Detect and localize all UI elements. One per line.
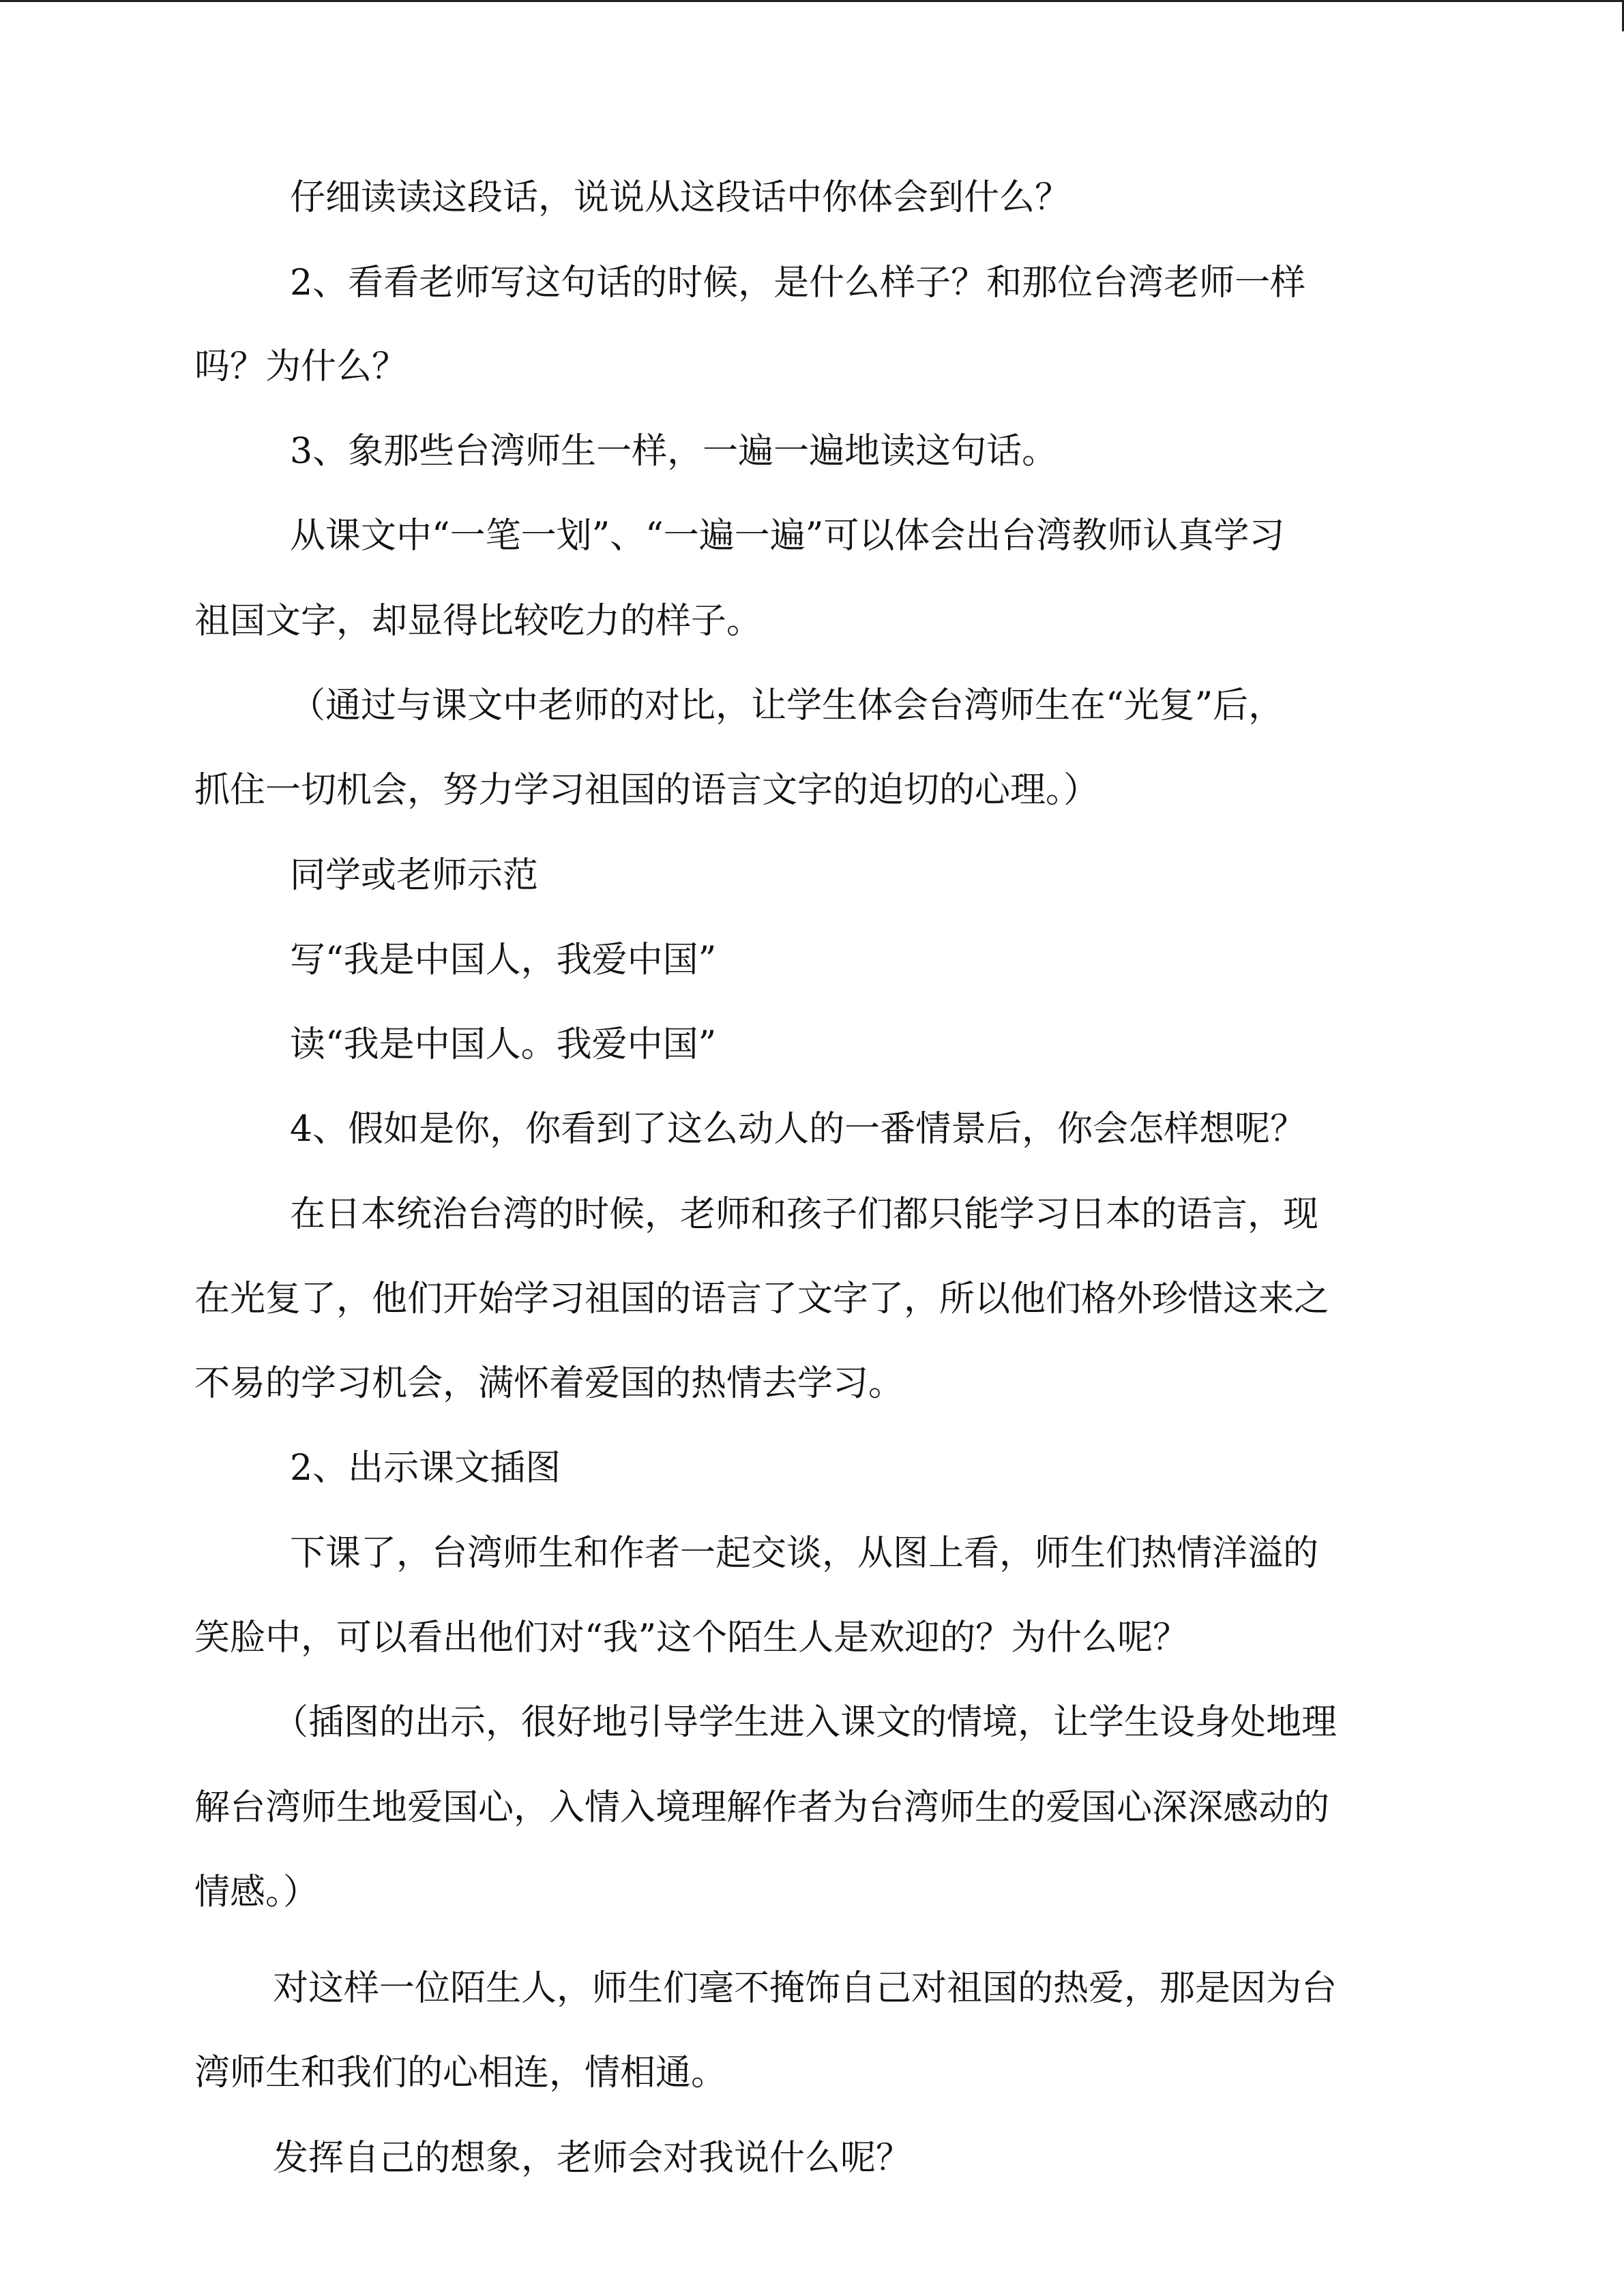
paragraph-line: 2、出示课文插图 bbox=[290, 1448, 561, 1489]
paragraph-line: 4、假如是你，你看到了这么动人的一番情景后，你会怎样想呢？ bbox=[290, 1109, 1306, 1150]
paragraph-line: 抓住一切机会，努力学习祖国的语言文字的迫切的心理。） bbox=[194, 770, 1099, 811]
paragraph-line: 同学或老师示范 bbox=[290, 855, 539, 896]
paragraph-line: 笑脸中，可以看出他们对“我”这个陌生人是欢迎的？为什么呢？ bbox=[194, 1617, 1189, 1658]
paragraph-line: （插图的出示，很好地引导学生进入课文的情境，让学生设身处地理 bbox=[273, 1702, 1338, 1743]
paragraph-line: 解台湾师生地爱国心，入情入境理解作者为台湾师生的爱国心深深感动的 bbox=[194, 1787, 1330, 1828]
paragraph-line: 发挥自己的想象，老师会对我说什么呢？ bbox=[273, 2138, 912, 2179]
paragraph-line: 祖国文字，却显得比较吃力的样子。 bbox=[194, 601, 763, 642]
paragraph-line: 在光复了，他们开始学习祖国的语言了文字了，所以他们格外珍惜这来之 bbox=[194, 1279, 1330, 1320]
paragraph-line: 下课了，台湾师生和作者一起交谈，从图上看，师生们热情洋溢的 bbox=[290, 1533, 1319, 1574]
paragraph-line: 读“我是中国人。我爱中国” bbox=[290, 1024, 717, 1065]
paragraph-line: 2、看看老师写这句话的时候，是什么样子？和那位台湾老师一样 bbox=[290, 263, 1306, 303]
paragraph-line: 吗？为什么？ bbox=[194, 346, 408, 387]
paragraph-line: 从课文中“一笔一划”、“一遍一遍”可以体会出台湾教师认真学习 bbox=[290, 516, 1285, 556]
paragraph-line: 湾师生和我们的心相连，情相通。 bbox=[194, 2053, 727, 2093]
paragraph-line: 写“我是中国人，我爱中国” bbox=[290, 940, 717, 981]
paragraph-line: 情感。） bbox=[194, 1872, 319, 1913]
paragraph-line: 3、象那些台湾师生一样，一遍一遍地读这句话。 bbox=[290, 431, 1058, 472]
paragraph-line: 不易的学习机会，满怀着爱国的热情去学习。 bbox=[194, 1363, 904, 1404]
paragraph-line: 仔细读读这段话，说说从这段话中你体会到什么？ bbox=[290, 177, 1071, 218]
paragraph-line: （通过与课文中老师的对比，让学生体会台湾师生在“光复”后， bbox=[290, 685, 1284, 726]
paragraph-line: 对这样一位陌生人，师生们毫不掩饰自己对祖国的热爱，那是因为台 bbox=[273, 1968, 1338, 2009]
paragraph-line: 在日本统治台湾的时候，老师和孩子们都只能学习日本的语言，现 bbox=[290, 1194, 1319, 1235]
